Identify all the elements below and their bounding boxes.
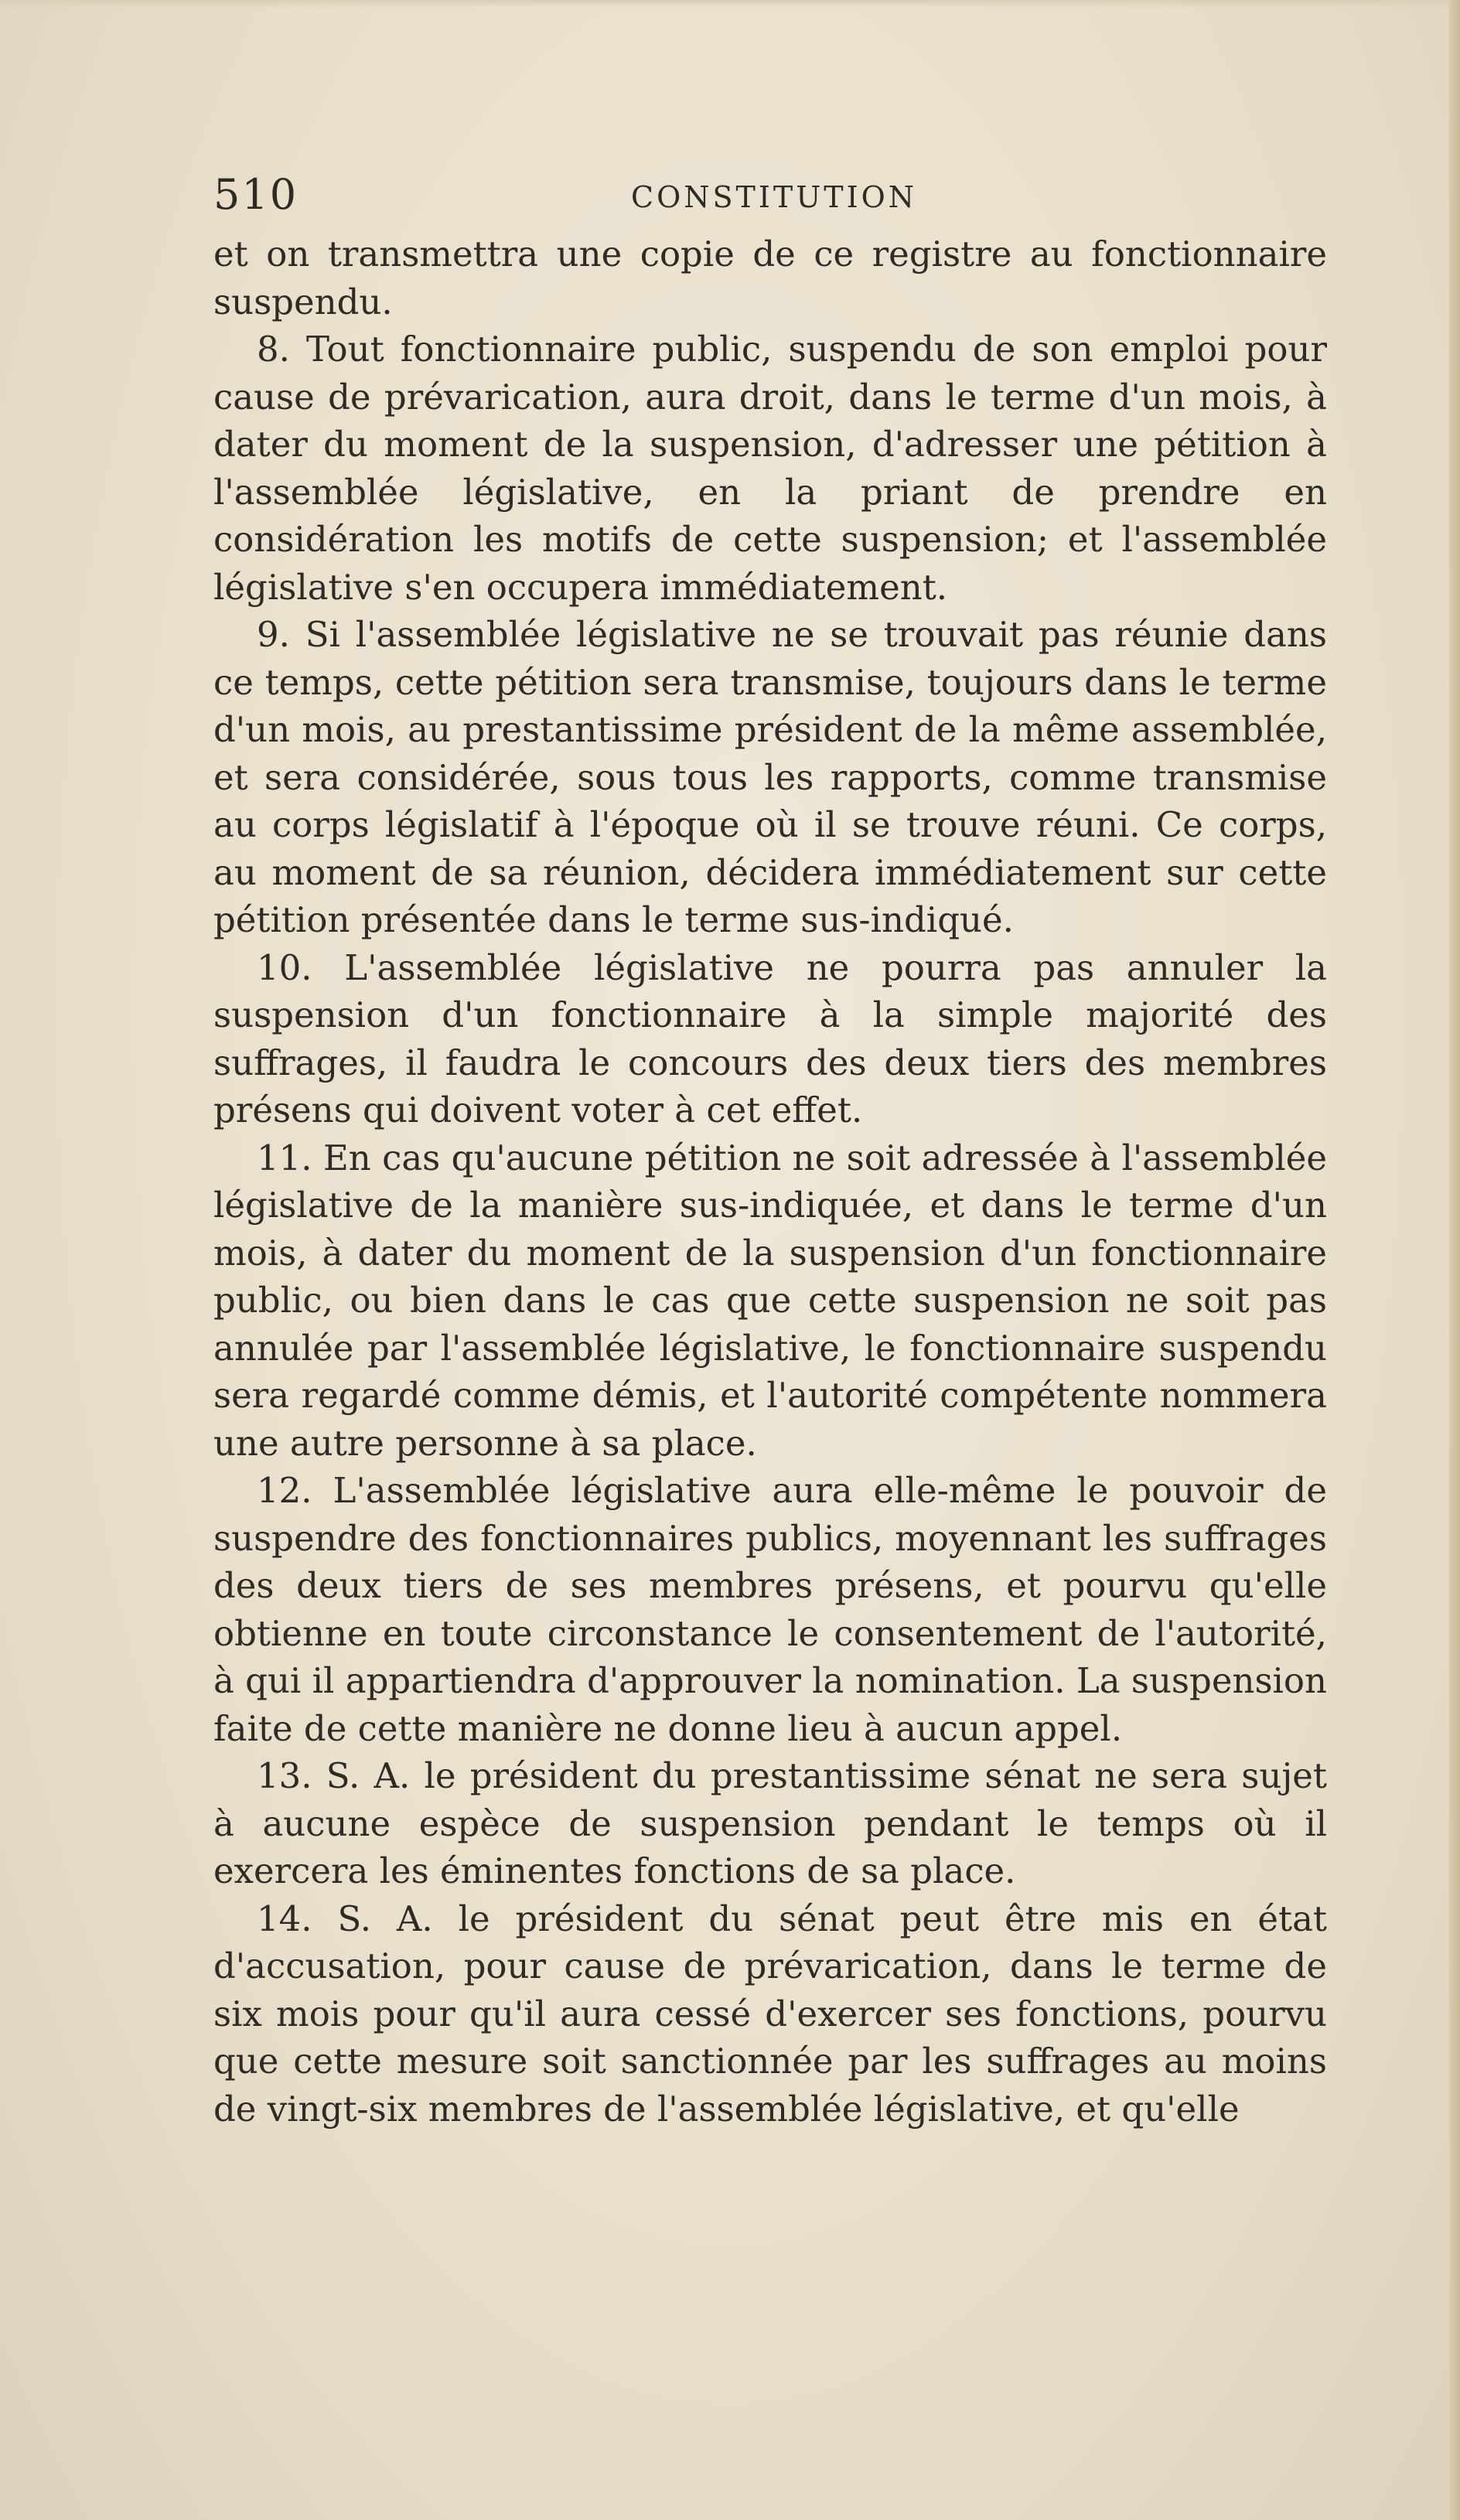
running-head [213, 172, 1327, 218]
page-right-edge [1449, 0, 1460, 2520]
article-12: 12. L'assemblée législative aura elle-même le pouvoir de suspendre des fonctionnaires publics, moyennant les suffrages des deux tiers de ses membres présens, et pourvu qu'elle obtienne en toute circonstance le consentement de l'autorité, à qui il appartiendra d'approuver la nomination. La suspension faite de cette manière ne donne lieu à aucun appel. [213, 1470, 1327, 1749]
article-8: 8. Tout fonctionnaire public, suspendu de son emploi pour cause de prévarication, aura droit, dans le terme d'un mois, à dater du moment de la suspension, d'adresser une pétition à l'assemblée législative, en la priant de prendre en considération les motifs de cette suspension; et l'assemblée législative s'en occupera immédiatement. [213, 329, 1327, 608]
running-title: CONSTITUTION [631, 180, 917, 214]
article-13: 13. S. A. le président du prestantissime sénat ne sera sujet à aucune espèce de suspension pendant le temps où il exercera les éminentes fonctions de sa place. [213, 1755, 1327, 1891]
body-text [213, 230, 1327, 2133]
paragraph-continued: et on transmettra une copie de ce registre au fonctionnaire suspendu. [213, 234, 1327, 322]
page-number: 510 [213, 170, 298, 219]
page-top-edge [0, 0, 1460, 8]
article-14: 14. S. A. le président du sénat peut être mis en état d'accusation, pour cause de prévarication, dans le terme de six mois pour qu'il aura cessé d'exercer ses fonctions, pourvu que cette mesure soit sanctionnée par les suffrages au moins de vingt-six membres de l'assemblée législative, et qu'elle [213, 1898, 1327, 2130]
article-10: 10. L'assemblée législative ne pourra pas annuler la suspension d'un fonctionnaire à la simple majorité des suffrages, il faudra le concours des deux tiers des membres présens qui doivent voter à cet effet. [213, 946, 1327, 1130]
article-11: 11. En cas qu'aucune pétition ne soit adressée à l'assemblée législative de la manière sus-indiquée, et dans le terme d'un mois, à dater du moment de la suspension d'un fonctionnaire public, ou bien dans le cas que cette suspension ne soit pas annulée par l'assemblée législative, le fonctionnaire suspendu sera regardé comme démis, et l'autorité compétente nommera une autre personne à sa place. [213, 1137, 1327, 1464]
article-9: 9. Si l'assemblée législative ne se trouvait pas réunie dans ce temps, cette pétition sera transmise, toujours dans le terme d'un mois, au prestantissime président de la même assemblée, et sera considérée, sous tous les rapports, comme transmise au corps législatif à l'époque où il se trouve réuni. Ce corps, au moment de sa réunion, décidera immédiatement sur cette pétition présentée dans le terme sus-indiqué. [213, 614, 1327, 940]
